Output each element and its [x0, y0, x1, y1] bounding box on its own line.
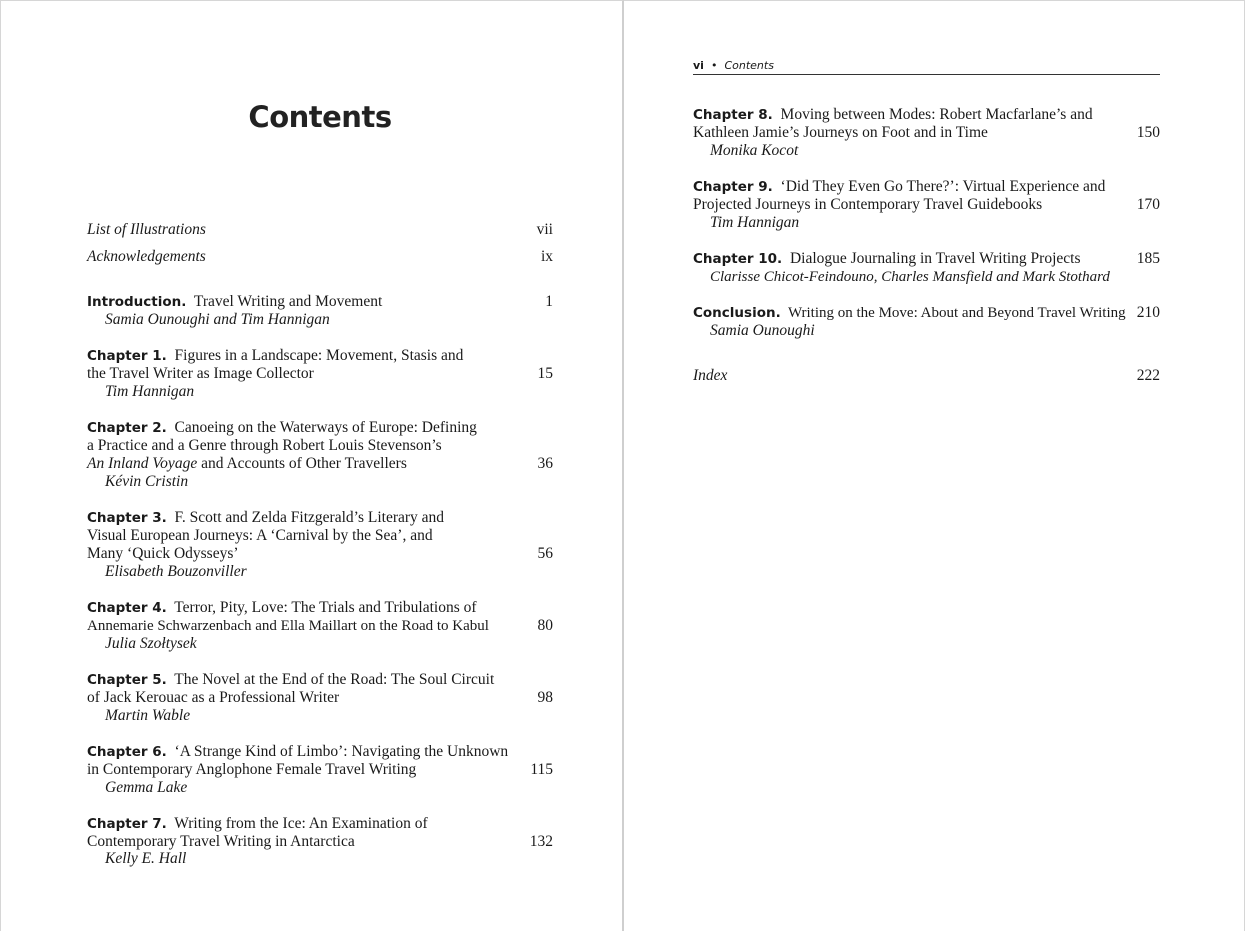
toc-entry-title[interactable] — [693, 304, 1126, 322]
chapter-author: Julia Szołtysek — [105, 635, 197, 652]
toc-page-number: 210 — [1136, 304, 1160, 321]
toc-page-number: 185 — [1136, 250, 1160, 267]
chapter-label: Chapter 4. — [87, 600, 167, 616]
chapter-title-line: Travel Writing and Movement — [193, 293, 383, 310]
chapter-author: Monika Kocot — [710, 142, 799, 159]
running-head-page: vi — [693, 59, 704, 72]
running-head-separator: • — [710, 59, 718, 72]
chapter-title-line: Many ‘Quick Odysseys’ — [87, 545, 239, 562]
chapter-label: Chapter 2. — [87, 420, 167, 436]
toc-page-number: 15 — [537, 365, 553, 382]
toc-entry-title[interactable] — [87, 293, 382, 311]
chapter-title-line: Kathleen Jamie’s Journeys on Foot and in Time — [693, 124, 988, 141]
toc-page-number: 36 — [537, 455, 553, 472]
toc-page-number: 150 — [1136, 124, 1160, 141]
chapter-label: Chapter 9. — [693, 179, 773, 195]
chapter-author: Clarisse Chicot-Feindouno, Charles Mansfield and Mark Stothard — [710, 269, 1110, 285]
chapter-author: Kelly E. Hall — [105, 850, 187, 867]
book-title: An Inland Voyage — [87, 455, 198, 472]
chapter-label: Chapter 1. — [87, 348, 167, 364]
chapter-title-line: Moving between Modes: Robert Macfarlane’s and — [780, 106, 1093, 123]
toc-entry-title[interactable] — [87, 743, 508, 761]
chapter-title-line: Figures in a Landscape: Movement, Stasis and — [174, 347, 464, 364]
chapter-title-line: of Jack Kerouac as a Professional Writer — [87, 689, 340, 706]
toc-index-title[interactable]: Index — [693, 367, 728, 384]
chapter-label: Chapter 5. — [87, 672, 167, 688]
toc-page-number: 222 — [1136, 367, 1160, 384]
toc-entry-title[interactable] — [87, 671, 494, 689]
toc-page-number: 98 — [537, 689, 553, 706]
toc-entry-title[interactable] — [87, 419, 477, 437]
toc-entry-title[interactable] — [693, 178, 1105, 196]
toc-page-number: vii — [536, 221, 553, 238]
chapter-label: Conclusion. — [693, 305, 781, 321]
page-bottom-margin — [0, 931, 1245, 949]
chapter-title-line: Dialogue Journaling in Travel Writing Projects — [789, 250, 1081, 267]
chapter-title-line: ‘Did They Even Go There?’: Virtual Experience and — [780, 178, 1106, 195]
chapter-author: Kévin Cristin — [105, 473, 189, 490]
chapter-title-line: Annemarie Schwarzenbach and Ella Maillart on the Road to Kabul — [87, 618, 489, 634]
toc-front-title[interactable]: Acknowledgements — [87, 248, 206, 265]
toc-entry-title[interactable] — [693, 106, 1093, 124]
toc-page-number: 132 — [529, 833, 553, 850]
chapter-label: Chapter 6. — [87, 744, 167, 760]
chapter-title-line: Terror, Pity, Love: The Trials and Tribulations of — [174, 599, 477, 616]
chapter-author: Martin Wable — [105, 707, 191, 724]
chapter-title-line: Writing on the Move: About and Beyond Travel Writing — [787, 305, 1126, 321]
chapter-title-line: ‘A Strange Kind of Limbo’: Navigating the Unknown — [174, 743, 509, 760]
toc-page-number: 115 — [530, 761, 553, 778]
toc-front-title[interactable]: List of Illustrations — [87, 221, 206, 238]
chapter-title-line: Canoeing on the Waterways of Europe: Defining — [174, 419, 477, 436]
chapter-author: Tim Hannigan — [105, 383, 195, 400]
chapter-label: Chapter 7. — [87, 816, 167, 832]
toc-entry-title[interactable] — [87, 509, 444, 527]
chapter-label: Chapter 3. — [87, 510, 167, 526]
chapter-title-line: Projected Journeys in Contemporary Travel Guidebooks — [693, 196, 1043, 213]
toc-entry-title[interactable] — [87, 815, 428, 833]
chapter-label: Chapter 8. — [693, 107, 773, 123]
running-head — [693, 58, 1160, 75]
chapter-title-rest: and Accounts of Other Travellers — [197, 455, 407, 472]
page-title: Contents — [248, 100, 392, 134]
chapter-author: Samia Ounoughi and Tim Hannigan — [105, 311, 330, 328]
chapter-title-line: a Practice and a Genre through Robert Louis Stevenson’s — [87, 437, 442, 454]
chapter-title-line: F. Scott and Zelda Fitzgerald’s Literary and — [174, 509, 445, 526]
toc-page-number: 170 — [1136, 196, 1160, 213]
toc-entry-title[interactable] — [87, 599, 477, 617]
running-head-title: Contents — [724, 59, 774, 72]
chapter-title-line: Writing from the Ice: An Examination of — [174, 815, 428, 832]
toc-page-number: 1 — [545, 293, 553, 310]
toc-page-number: 80 — [537, 617, 553, 634]
chapter-title-line: Visual European Journeys: A ‘Carnival by the Sea’, and — [87, 527, 433, 544]
chapter-author: Gemma Lake — [105, 779, 188, 796]
chapter-label: Introduction. — [87, 294, 187, 310]
chapter-author: Samia Ounoughi — [710, 322, 815, 339]
chapter-title-line: the Travel Writer as Image Collector — [87, 365, 314, 382]
toc-page-number: 56 — [537, 545, 553, 562]
chapter-title-line — [87, 455, 407, 473]
chapter-title-line: in Contemporary Anglophone Female Travel Writing — [87, 761, 417, 778]
chapter-author: Tim Hannigan — [710, 214, 800, 231]
chapter-label: Chapter 10. — [693, 251, 783, 267]
chapter-title-line: Contemporary Travel Writing in Antarctica — [87, 833, 355, 850]
chapter-title-line: The Novel at the End of the Road: The Soul Circuit — [174, 671, 495, 688]
toc-entry-title[interactable] — [87, 347, 463, 365]
toc-entry-title[interactable] — [693, 250, 1081, 268]
toc-page-number: ix — [540, 248, 553, 265]
chapter-author: Elisabeth Bouzonviller — [105, 563, 247, 580]
